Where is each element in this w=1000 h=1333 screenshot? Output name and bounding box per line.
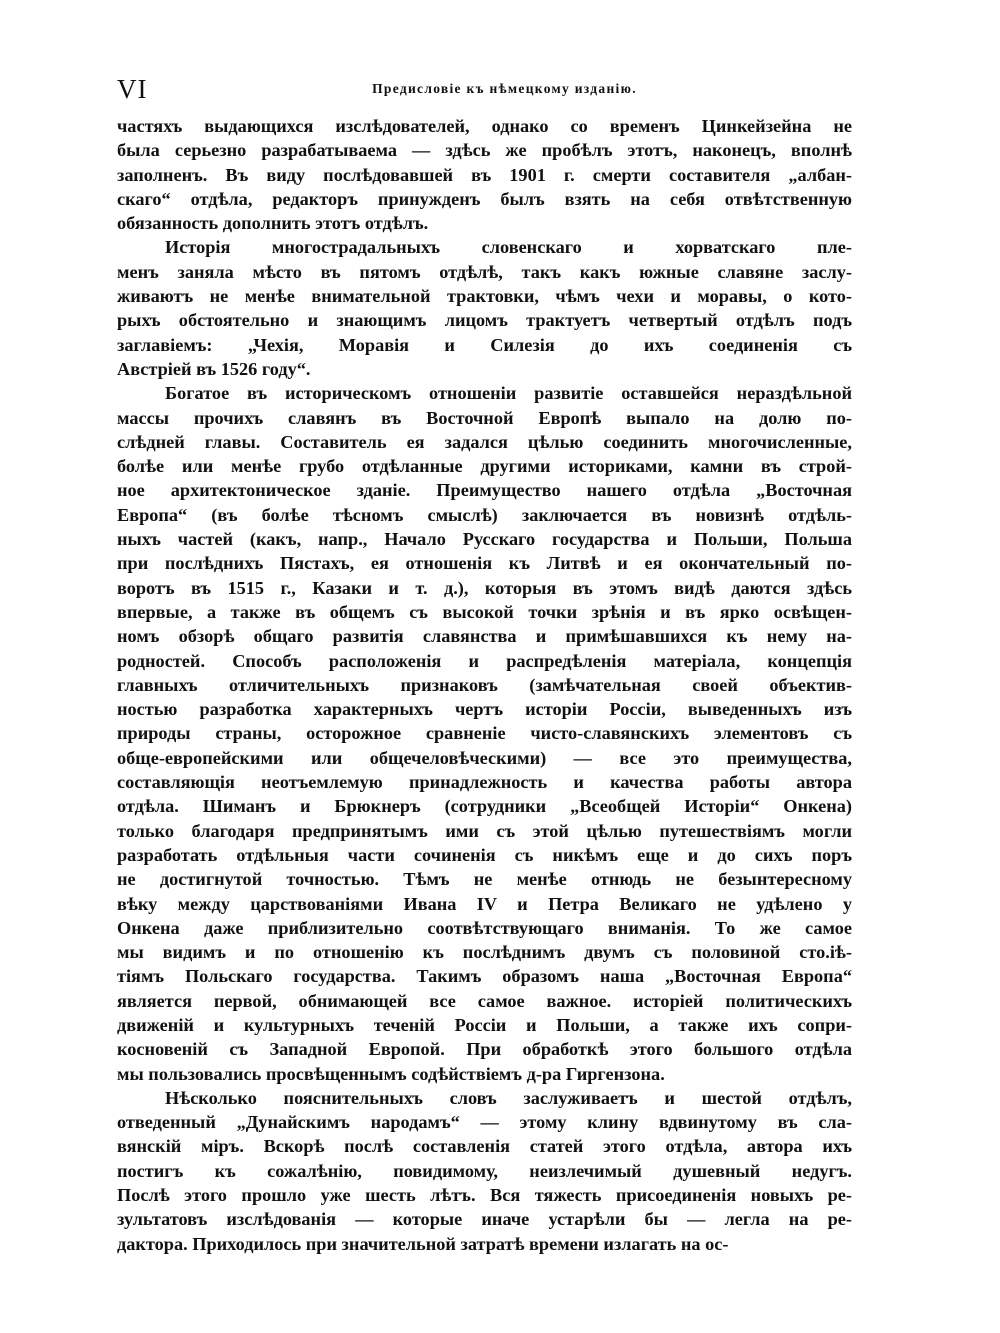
text-line: Нѣсколько пояснительныхъ словъ заслуживаетъ и шестой отдѣлъ, bbox=[165, 1087, 852, 1108]
text-line: родностей. Способъ расположенія и распредѣленія матеріала, концепція bbox=[117, 650, 852, 671]
text-line: зультатовъ изслѣдованія — которые иначе устарѣли бы — легла на ре- bbox=[117, 1209, 852, 1230]
body-text bbox=[117, 114, 852, 1256]
paragraph bbox=[117, 381, 852, 1086]
text-line: массы прочихъ славянъ въ Восточной Европѣ выпало на долю по- bbox=[117, 407, 852, 428]
text-line: разработать отдѣльныя части сочиненія съ никѣмъ еще и до сихъ поръ bbox=[117, 844, 852, 865]
paragraph bbox=[117, 114, 852, 235]
page-number: VI bbox=[117, 74, 148, 104]
text-line: постигъ къ сожалѣнію, повидимому, неизлечимый душевный недугъ. bbox=[117, 1160, 852, 1181]
text-line: слѣдней главы. Составитель ея задался цѣлью соединить многочисленные, bbox=[117, 431, 852, 452]
text-line: частяхъ выдающихся изслѣдователей, однако со временъ Цинкейзейна не bbox=[117, 116, 852, 136]
text-line: дактора. Приходилось при значительной затратѣ времени излагать на ос- bbox=[117, 1233, 729, 1254]
text-line: при послѣднихъ Пястахъ, ея отношенія къ Литвѣ и ея окончательный по- bbox=[117, 553, 852, 574]
text-line: обязанность дополнить этотъ отдѣлъ. bbox=[117, 213, 429, 234]
text-line: заглавіемъ: „Чехія, Моравія и Силезія до ихъ соединенія съ bbox=[117, 334, 852, 355]
text-line: болѣе или менѣе грубо отдѣланные другими историками, камни въ строй- bbox=[117, 456, 852, 477]
text-line: только благодаря предпринятымъ ими съ этой цѣлью путешествіямъ могли bbox=[117, 820, 852, 841]
text-line: Послѣ этого прошло уже шесть лѣтъ. Вся тяжесть присоединенія новыхъ ре- bbox=[117, 1185, 852, 1206]
text-line: Онкена даже приблизительно соотвѣтствующаго вниманія. То же самое bbox=[117, 917, 852, 938]
text-line: ное архитектоническое зданіе. Преимущество нашего отдѣла „Восточная bbox=[117, 480, 852, 501]
text-line: косновеній съ Западной Европой. При обработкѣ этого большого отдѣла bbox=[117, 1039, 852, 1060]
text-line: рыхъ обстоятельно и знающимъ лицомъ трактуетъ четвертый отдѣлъ подъ bbox=[117, 310, 852, 331]
text-line: составляющія неотъемлемую принадлежность и качества работы автора bbox=[117, 772, 852, 793]
text-line: скаго“ отдѣла, редакторъ принужденъ былъ взять на себя отвѣтственную bbox=[117, 188, 852, 209]
page-header bbox=[117, 74, 852, 104]
text-line: главныхъ отличительныхъ признаковъ (замѣчательная своей объектив- bbox=[117, 674, 852, 695]
text-line: Исторія многострадальныхъ словенскаго и хорватскаго пле- bbox=[165, 237, 852, 258]
text-line: природы страны, осторожное сравненіе чисто-славянскихъ элементовъ съ bbox=[117, 723, 852, 744]
text-line: мы пользовались просвѣщеннымъ содѣйствіемъ д-ра Гиргензона. bbox=[117, 1063, 665, 1084]
text-line: живаютъ не менѣе внимательной трактовки, чѣмъ чехи и моравы, о кото- bbox=[117, 286, 852, 307]
text-line: Богатое въ историческомъ отношеніи развитіе оставшейся нераздѣльной bbox=[165, 383, 852, 404]
text-line: воротъ въ 1515 г., Казаки и т. д.), которыя въ этомъ видѣ даются здѣсь bbox=[117, 577, 852, 598]
text-line: впервые, а также въ общемъ съ высокой точки зрѣнія и въ ярко освѣщен- bbox=[117, 601, 852, 622]
text-line: была серьезно разрабатываема — здѣсь же пробѣлъ этотъ, наконецъ, вполнѣ bbox=[117, 140, 852, 161]
text-line: заполненъ. Въ виду послѣдовавшей въ 1901 г. смерти составителя „албан- bbox=[117, 164, 852, 185]
text-line: мы видимъ и по отношенію къ послѣднимъ двумъ съ половиной сто.іѣ- bbox=[117, 942, 852, 963]
text-line: не достигнутой точностью. Тѣмъ не менѣе отнюдь не безынтересному bbox=[117, 869, 852, 890]
text-line: ностью разработка характерныхъ чертъ исторіи Россіи, выведенныхъ изъ bbox=[117, 699, 852, 720]
text-line: отдѣла. Шиманъ и Брюкнеръ (сотрудники „Всеобщей Исторіи“ Онкена) bbox=[117, 796, 852, 817]
text-line: ныхъ частей (какъ, напр., Начало Русскаго государства и Польши, Польша bbox=[117, 529, 852, 550]
text-line: вѣку между царствованіями Ивана IV и Петра Великаго не удѣлено у bbox=[117, 893, 852, 914]
text-line: обще-европейскими или общечеловѣческими) — все это преимущества, bbox=[117, 747, 852, 768]
paragraph bbox=[117, 235, 852, 381]
running-title: Предисловіе къ нѣмецкому изданію. bbox=[372, 81, 637, 96]
text-line: является первой, обнимающей все самое важное. исторіей политическихъ bbox=[117, 990, 852, 1011]
paragraph bbox=[117, 1086, 852, 1256]
text-line: отведенный „Дунайскимъ народамъ“ — этому клину вдвинутому въ сла- bbox=[117, 1112, 852, 1133]
text-line: Австріей въ 1526 году“. bbox=[117, 358, 311, 379]
text-line: вянскій міръ. Вскорѣ послѣ составленія статей этого отдѣла, автора ихъ bbox=[117, 1136, 852, 1157]
text-line: движеній и культурныхъ теченій Россіи и Польши, а также ихъ сопри- bbox=[117, 1014, 852, 1035]
text-line: тіямъ Польскаго государства. Такимъ образомъ наша „Восточная Европа“ bbox=[117, 966, 852, 987]
text-line: номъ обзорѣ общаго развитія славянства и примѣшавшихся къ нему на- bbox=[117, 626, 852, 647]
text-line: Европа“ (въ болѣе тѣсномъ смыслѣ) заключается въ новизнѣ отдѣль- bbox=[117, 504, 852, 525]
text-line: менъ заняла мѣсто въ пятомъ отдѣлѣ, такъ какъ южные славяне заслу- bbox=[117, 261, 852, 282]
